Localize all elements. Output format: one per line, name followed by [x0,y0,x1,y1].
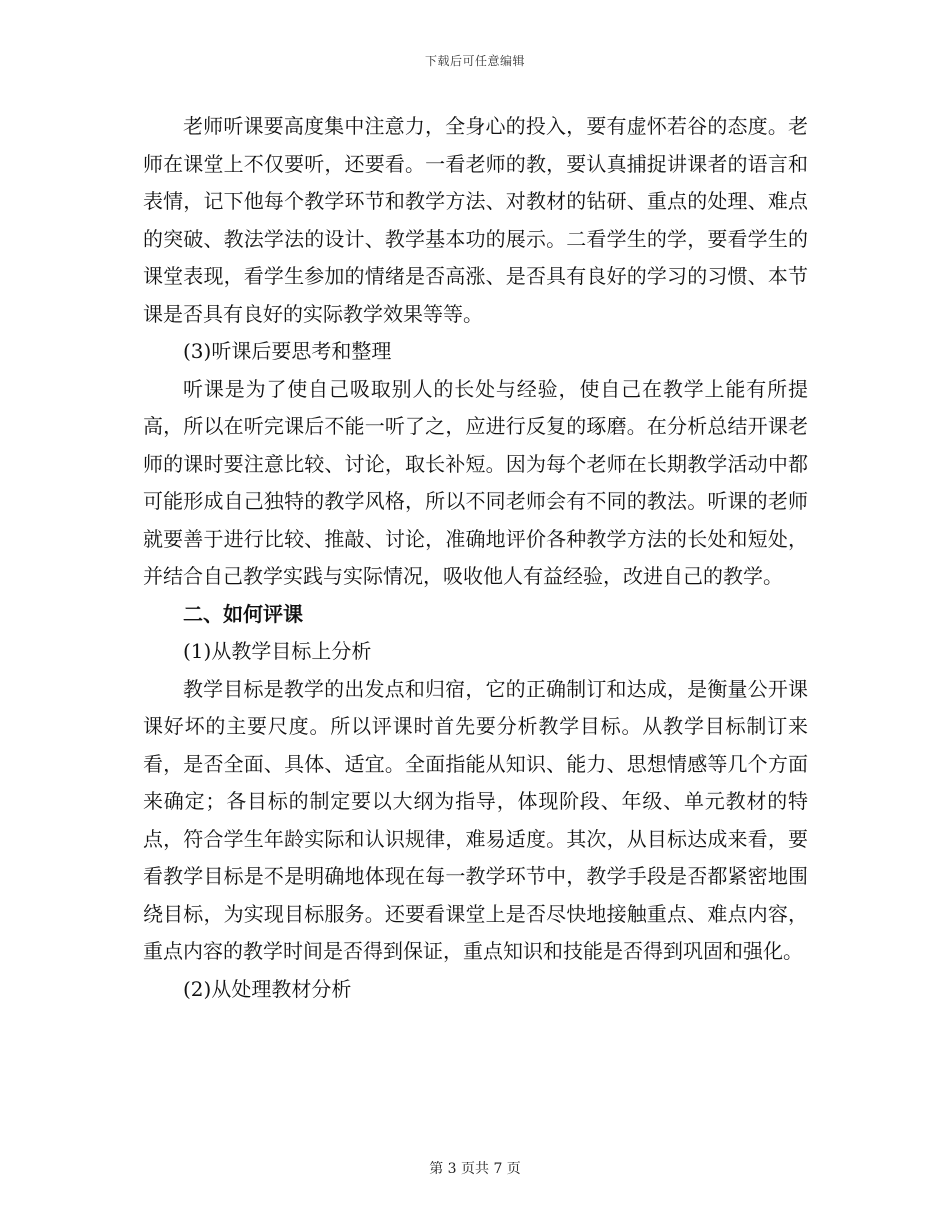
paragraph-reflection: 听课是为了使自己吸取别人的长处与经验，使自己在教学上能有所提高，所以在听完课后不能一听了之，应进行反复的琢磨。在分析总结开课老师的课时要注意比较、讨论，取长补短。因为每个老师在长期教学活动中都可能形成自己独特的教学风格，所以不同老师会有不同的教法。听课的老师就要善于进行比较、推敲、讨论，准确地评价各种教学方法的长处和短处，并结合自己教学实践与实际情况，吸收他人有益经验，改进自己的教学。 [143,376,808,588]
page-footer: 第 3 页共 7 页 [429,1161,521,1177]
document-body [143,108,808,1008]
page-header: 下载后可任意编辑 [424,54,525,68]
paragraph-listening-focus: 老师听课要高度集中注意力，全身心的投入，要有虚怀若谷的态度。老师在课堂上不仅要听，还要看。一看老师的教，要认真捕捉讲课者的语言和表情，记下他每个教学环节和教学方法、对教材的钻研、重点的处理、难点的突破、教法学法的设计、教学基本功的展示。二看学生的学，要看学生的课堂表现，看学生参加的情绪是否高涨、是否具有良好的学习的习惯、本节课是否具有良好的实际教学效果等等。 [143,114,808,326]
paragraph-teaching-goals: 教学目标是教学的出发点和归宿，它的正确制订和达成，是衡量公开课课好坏的主要尺度。所以评课时首先要分析教学目标。从教学目标制订来看，是否全面、具体、适宜。全面指能从知识、能力、思想情感等几个方面来确定；各目标的制定要以大纲为指导，体现阶段、年级、单元教材的特点，符合学生年龄实际和认识规律，难易适度。其次，从目标达成来看，要看教学目标是不是明确地体现在每一教学环节中，教学手段是否都紧密地围绕目标，为实现目标服务。还要看课堂上是否尽快地接触重点、难点内容，重点内容的教学时间是否得到保证，重点知识和技能是否得到巩固和强化。 [143,676,808,963]
subheading-reflect-after-listening: (3)听课后要思考和整理 [183,339,392,363]
subheading-teaching-goals: (1)从教学目标上分析 [183,639,372,663]
subheading-teaching-materials: (2)从处理教材分析 [183,976,352,1001]
section-heading-how-to-evaluate: 二、如何评课 [183,601,303,626]
